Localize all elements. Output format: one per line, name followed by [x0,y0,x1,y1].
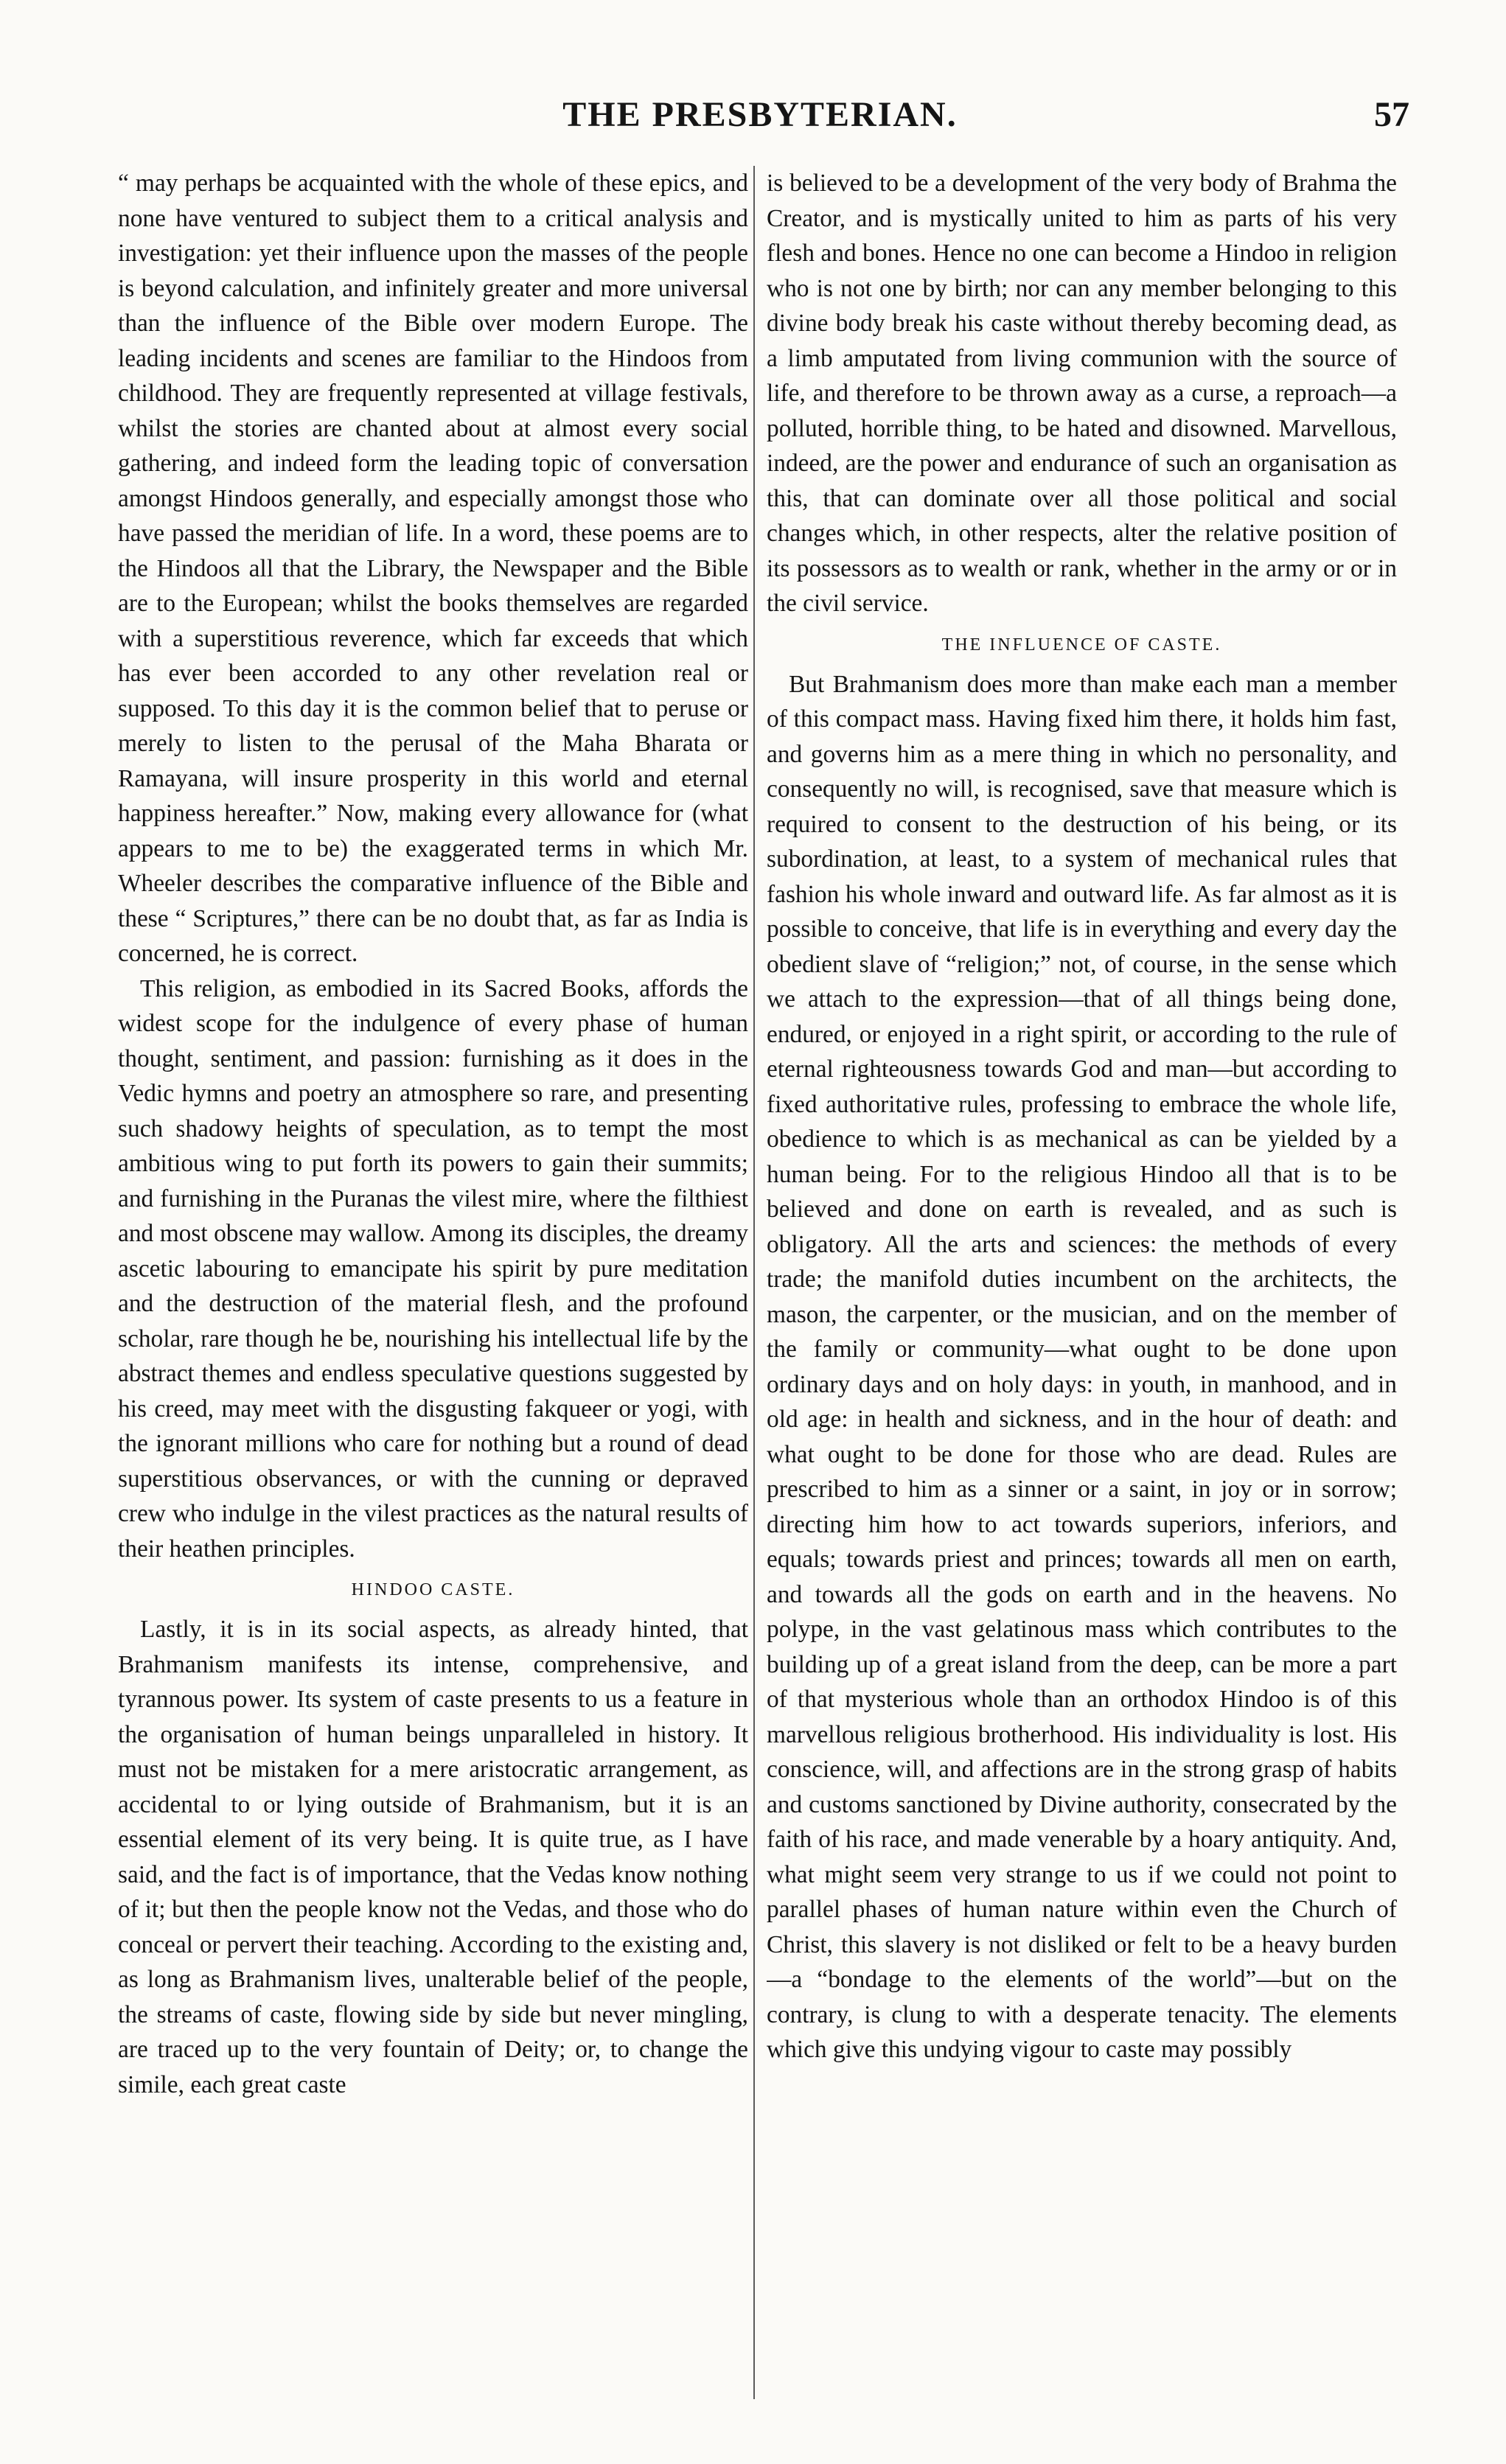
running-title: THE PRESBYTERIAN. [562,95,958,134]
right-paragraph-2: But Brahmanism does more than make each man a member of this compact mass. Having fixed him there, it holds him fast, and governs him as a mere thing in which no personality, and consequently no will, is recognised, save that measure which is required to consent to the destruction of his being, or its subordination, at least, to a system of mechanical rules that fashion his whole inward and outward life. As far almost as it is possible to conceive, that life is in everything and every day the obedient slave of “religion;” not, of course, in the sense which we attach to the expression—that of all things being done, endured, or enjoyed in a right spirit, or according to the rule of eternal righteousness towards God and man—but according to fixed authoritative rules, professing to embrace the whole life, obedience to which is as mechanical as can be yielded by a human being. For to the religious Hindoo all that is to be believed and done on earth is revealed, and as such is obligatory. All the arts and sciences: the methods of every trade; the manifold duties incumbent on the architects, the mason, the carpenter, or the musician, and on the member of the family or community—what ought to be done upon ordinary days and on holy days: in youth, in manhood, and in old age: in health and sickness, and in the hour of death: and what ought to be done for those who are dead. Rules are prescribed to him as a sinner or a saint, in joy or in sorrow; directing him how to act towards superiors, inferiors, and equals; towards priest and princes; towards all men on earth, and towards all the gods on earth and in the heavens. No polype, in the vast gelatinous mass which contributes to the building up of a great island from the deep, can be more a part of that mysterious whole than an orthodox Hindoo is of this marvellous religious brotherhood. His individuality is lost. His conscience, will, and affections are in the strong grasp of habits and customs sanctioned by Divine authority, consecrated by the faith of his race, and made venerable by a hoary antiquity. And, what might seem very strange to us if we could not point to parallel phases of human nature within even the Church of Christ, this slavery is not disliked or felt to be a heavy burden—a “bondage to the elements of the world”—but on the contrary, is clung to with a desperate tenacity. The elements which give this undying vigour to caste may possibly [767,670,1397,2063]
right-paragraph-1: is believed to be a development of the very body of Brahma the Creator, and is mystically united to him as parts of his very flesh and bones. Hence no one can become a Hindoo in religion who is not one by birth; nor can any member belonging to this divine body break his caste without thereby becoming dead, as a limb amputated from living communion with the source of life, and therefore to be thrown away as a curse, a reproach—a polluted, horrible thing, to be hated and disowned. Marvellous, indeed, are the power and endurance of such an organisation as this, that can dominate over all those political and social changes which, in other respects, alter the relative position of its possessors as to wealth or rank, whether in the army or or in the civil service. [767,170,1397,617]
section-heading-hindoo-caste: HINDOO CASTE. [351,1580,515,1599]
right-column [767,166,1397,2403]
page-header [111,94,1409,153]
column-divider [753,166,755,2399]
page-number: 57 [1374,95,1409,134]
section-heading-influence-of-caste: THE INFLUENCE OF CASTE. [941,635,1222,655]
left-column [118,166,748,2403]
left-paragraph-2: This religion, as embodied in its Sacred Books, affords the widest scope for the indulgence of every phase of human thought, sentiment, and passion: furnishing as it does in the Vedic hymns and poetry an atmosphere so rare, and presenting such shadowy heights of speculation, as to tempt the most ambitious wing to put forth its powers to gain their summits; and furnishing in the Puranas the vilest mire, where the filthiest and most obscene may wallow. Among its disciples, the dreamy ascetic labouring to emancipate his spirit by pure meditation and the destruction of the material flesh, and the profound scholar, rare though he be, nourishing his intellectual life by the abstract themes and endless speculative questions suggested by his creed, may meet with the disgusting fakqueer or yogi, with the ignorant millions who care for nothing but a round of dead superstitious observances, or with the cunning or depraved crew who indulge in the vilest practices as the natural results of their heathen principles. [118,974,748,1563]
left-paragraph-3: Lastly, it is in its social aspects, as already hinted, that Brahmanism manifests its intense, comprehensive, and tyrannous power. Its system of caste presents to us a feature in the organisation of human beings unparalleled in history. It must not be mistaken for a mere aristocratic arrangement, as accidental to or lying outside of Brahmanism, but it is an essential element of its very being. It is quite true, as I have said, and the fact is of importance, that the Vedas know nothing of it; but then the people know not the Vedas, and those who do conceal or pervert their teaching. According to the existing and, as long as Brahmanism lives, unalterable belief of the people, the streams of caste, flowing side by side but never mingling, are traced up to the very fountain of Deity; or, to change the simile, each great caste [118,1616,748,2098]
left-paragraph-1: “ may perhaps be acquainted with the whole of these epics, and none have ventured to subject them to a critical analysis and investigation: yet their influence upon the masses of the people is beyond calculation, and infinitely greater and more universal than the influence of the Bible over modern Europe. The leading incidents and scenes are familiar to the Hindoos from childhood. They are frequently represented at village festivals, whilst the stories are chanted about at almost every social gathering, and indeed form the leading topic of conversation amongst Hindoos generally, and especially amongst those who have passed the meridian of life. In a word, these poems are to the Hindoos all that the Library, the Newspaper and the Bible are to the European; whilst the books themselves are regarded with a superstitious reverence, which far exceeds that which has ever been accorded to any other revelation real or supposed. To this day it is the common belief that to peruse or merely to listen to the perusal of the Maha Bharata or Ramayana, will insure prosperity in this world and eternal happiness hereafter.” Now, making every allowance for (what appears to me to be) the exaggerated terms in which Mr. Wheeler describes the comparative influence of the Bible and these “ Scriptures,” there can be no doubt that, as far as India is concerned, he is correct. [118,170,748,967]
